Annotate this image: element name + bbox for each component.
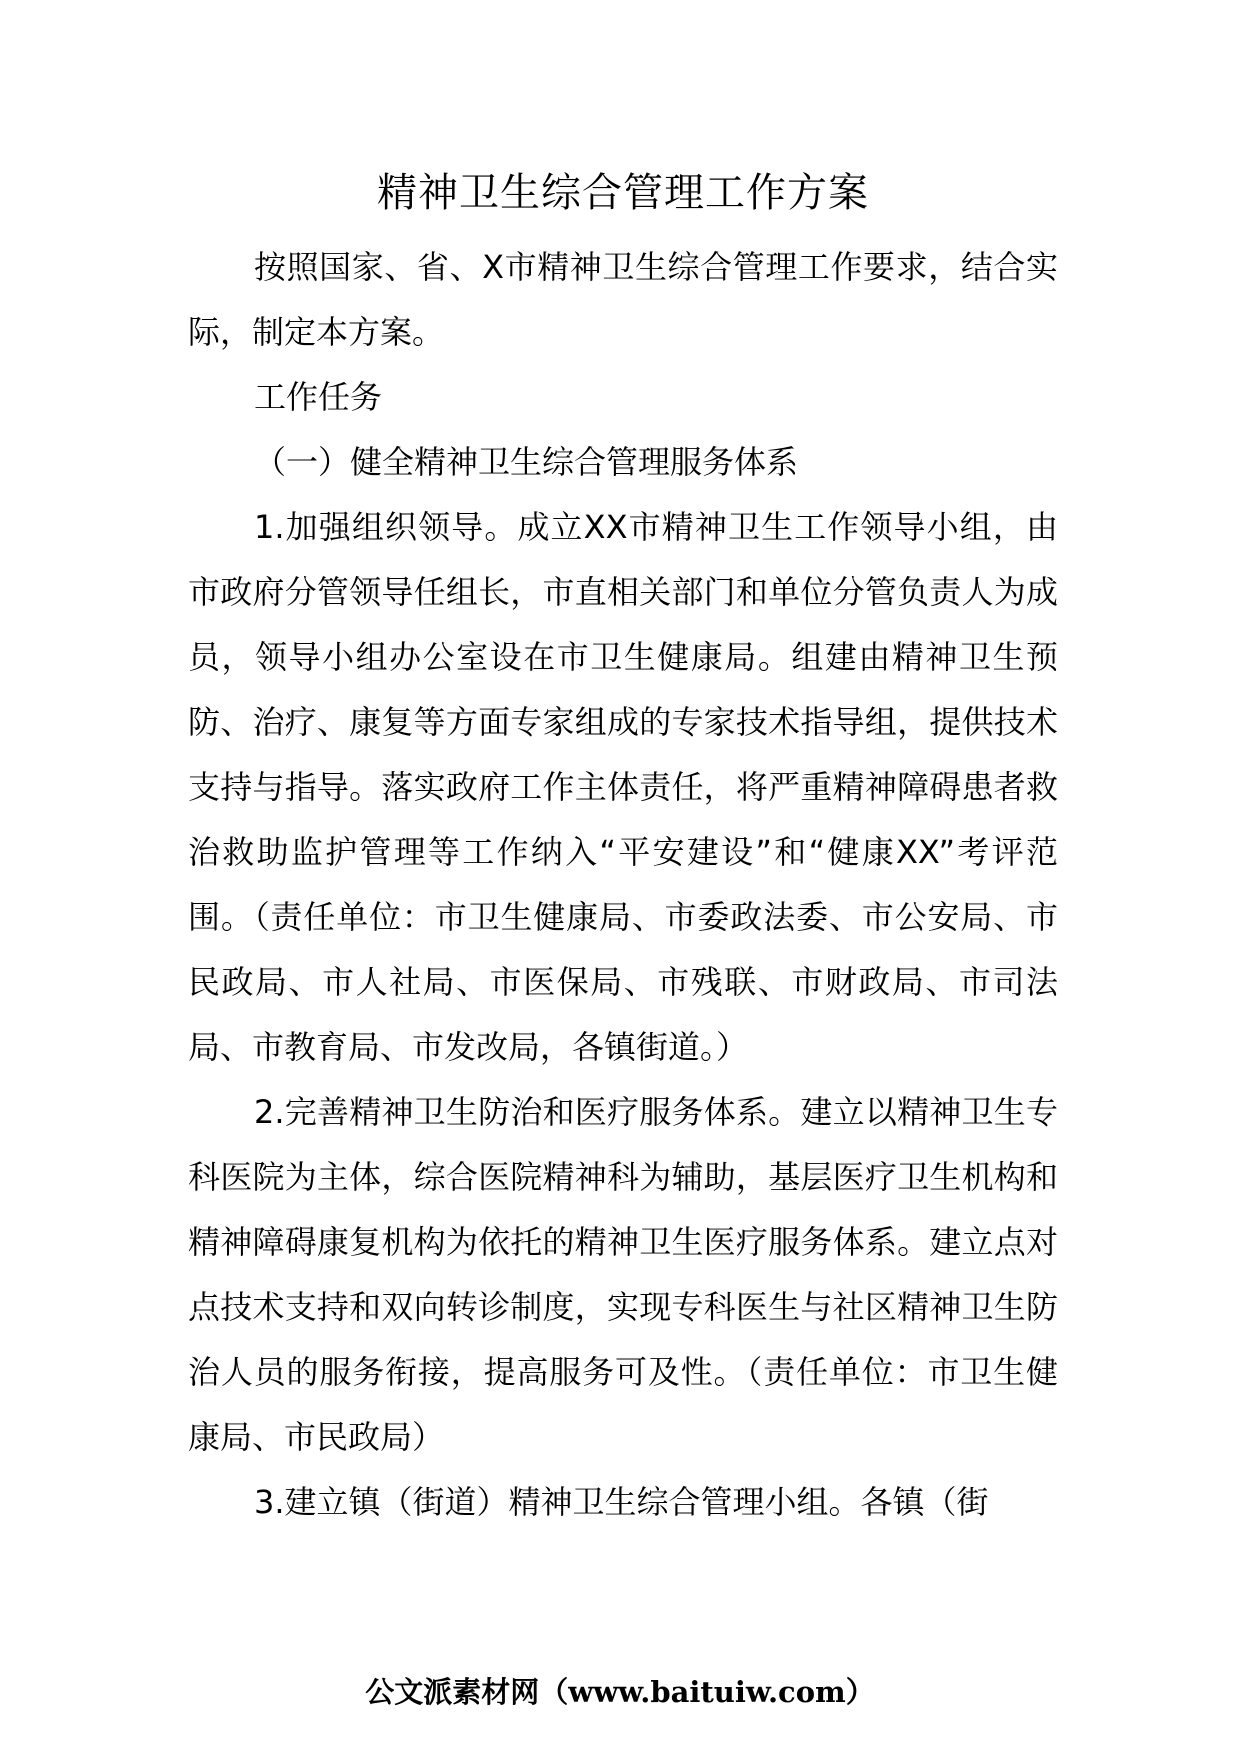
section-heading: 工作任务 xyxy=(254,378,383,416)
subsection-heading: （一）健全精神卫生综合管理服务体系 xyxy=(254,443,799,481)
item-1-paragraph: 1.加强组织领导。成立XX市精神卫生工作领导小组，由市政府分管领导任组长，市直相关部门和单位分管负责人为成员，领导小组办公室设在市卫生健康局。组建由精神卫生预防、治疗、康复等方面专家组成的专家技术指导组，提供技术支持与指导。落实政府工作主体责任，将严重精神障碍患者救治救助监护管理等工作纳入“平安建设”和“健康XX”考评范围。（责任单位：市卫生健康局、市委政法委、市公安局、市民政局、市人社局、市医保局、市残联、市财政局、市司法局、市教育局、市发改局，各镇街道。） xyxy=(188,508,1058,1066)
item-2-paragraph: 2.完善精神卫生防治和医疗服务体系。建立以精神卫生专科医院为主体，综合医院精神科为辅助，基层医疗卫生机构和精神障碍康复机构为依托的精神卫生医疗服务体系。建立点对点技术支持和双向转诊制度，实现专科医生与社区精神卫生防治人员的服务衔接，提高服务可及性。（责任单位：市卫生健康局、市民政局） xyxy=(188,1093,1058,1456)
intro-paragraph: 按照国家、省、X市精神卫生综合管理工作要求，结合实际，制定本方案。 xyxy=(188,248,1058,351)
document-title: 精神卫生综合管理工作方案 xyxy=(377,170,869,216)
item-3-paragraph: 3.建立镇（街道）精神卫生综合管理小组。各镇（街 xyxy=(254,1483,989,1521)
document-page xyxy=(188,165,1058,1535)
footer-watermark: 公文派素材网（www.baituiw.com） xyxy=(365,1675,875,1709)
